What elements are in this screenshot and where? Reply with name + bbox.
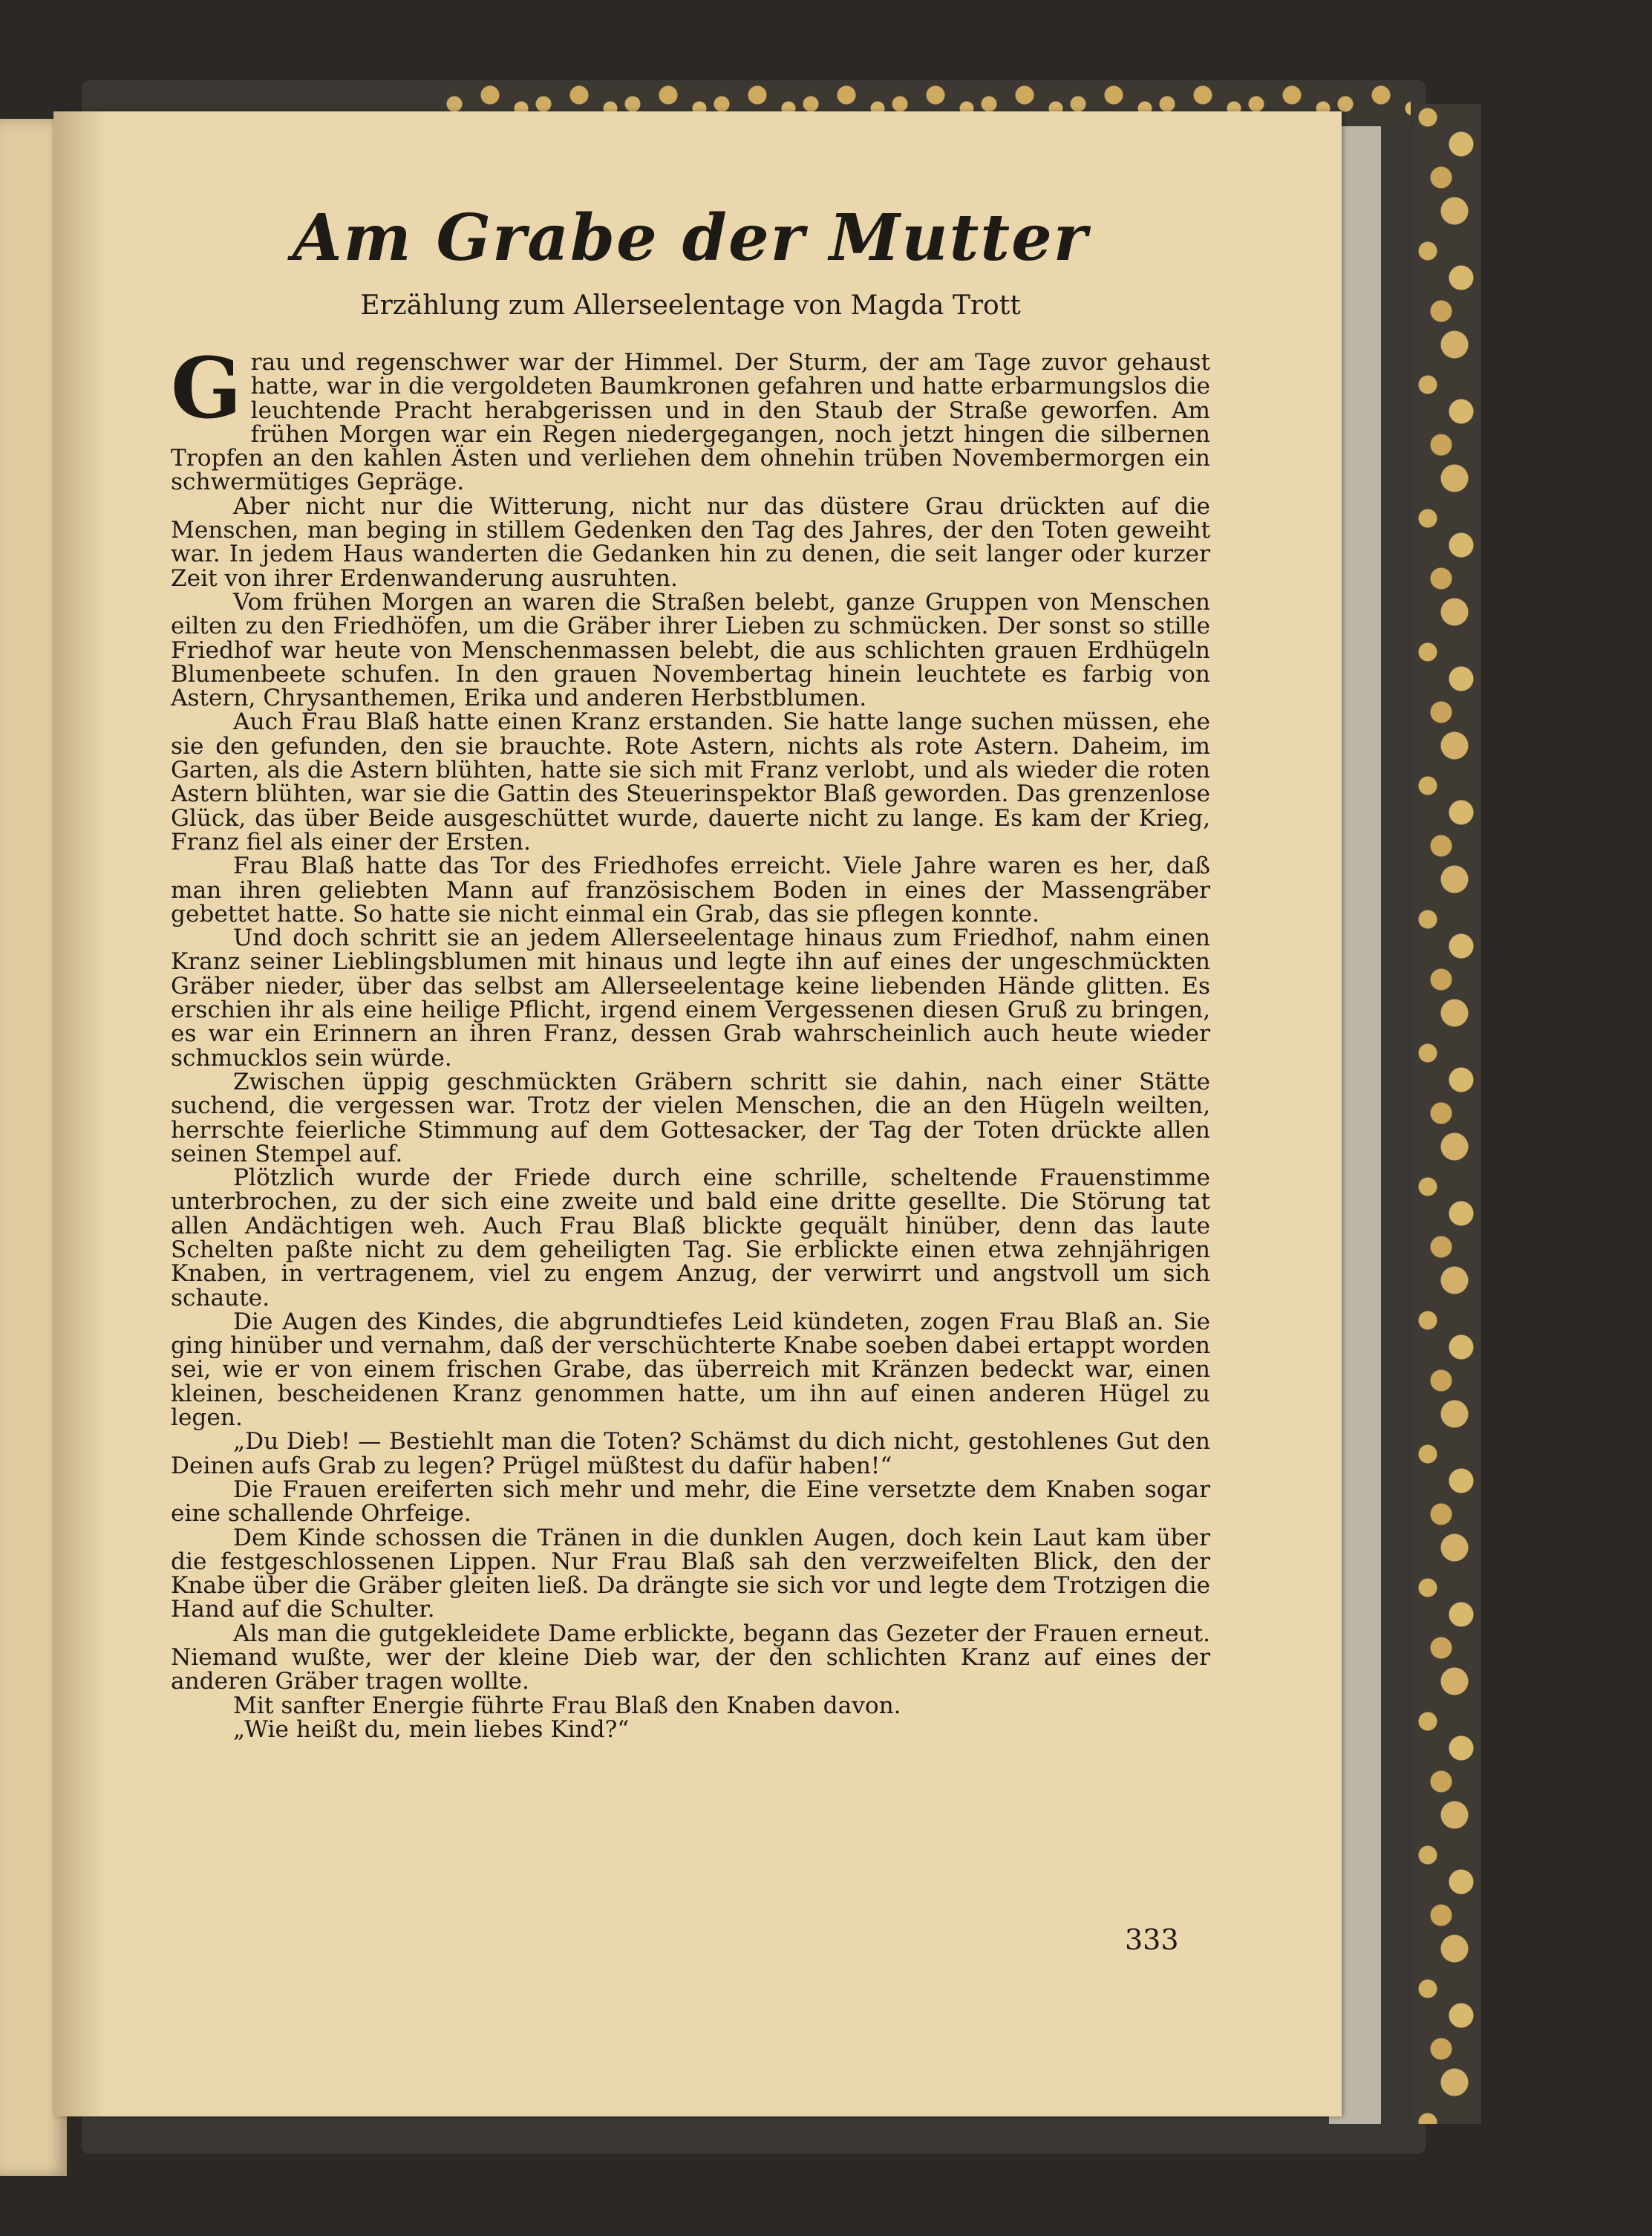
article-body <box>171 340 1210 1743</box>
article-title: Am Grabe der Mutter <box>292 201 1089 276</box>
drop-cap: G <box>171 340 242 437</box>
paragraph: Vom frühen Morgen an waren die Straßen belebt, ganze Gruppen von Menschen eilten zu den Friedhöfen, um die Gräber ihrer Lieben zu schmücken. Der sonst so stille Friedhof war heute von Menschenmassen belebt, die aus schlichten grauen Erdhügeln Blumenbeete schufen. In den grauen Novembertag hinein leuchtete es farbig von Astern, Chrysanthemen, Erika und anderen Herbstblumen. <box>171 588 1210 712</box>
paragraph: „Wie heißt du, mein liebes Kind?“ <box>233 1715 630 1743</box>
paragraph: Die Augen des Kindes, die abgrundtiefes Leid kündeten, zogen Frau Blaß an. Sie ging hinüber und vernahm, daß der verschüchterte Knabe soeben dabei ertappt worden sei, wie er von einem frischen Grabe, das überreich mit Kränzen bedeckt war, einen kleinen, bescheidenen Kranz genommen hatte, um ihn auf einen anderen Hügel zu legen. <box>171 1308 1210 1432</box>
marbled-board-side <box>1414 104 1481 2124</box>
article-subtitle: Erzählung zum Allerseelentage von Magda Trott <box>360 290 1021 321</box>
article <box>171 201 1210 1741</box>
paragraph: Frau Blaß hatte das Tor des Friedhofes erreicht. Viele Jahre waren es her, daß man ihren geliebten Mann auf französischem Boden in eines der Massengräber gebettet hatte. So hatte sie nicht einmal ein Grab, das sie pflegen konnte. <box>171 853 1210 928</box>
paragraph: Zwischen üppig geschmückten Gräbern schritt sie dahin, nach einer Stätte suchend, die vergessen war. Trotz der vielen Menschen, die an den Hügeln weilten, herrschte feierliche Stimmung auf dem Gottesacker, der Tag der Toten drückte allen seinen Stempel auf. <box>171 1068 1210 1167</box>
paragraph: Als man die gutgekleidete Dame erblickte, begann das Gezeter der Frauen erneut. Niemand wußte, wer der kleine Dieb war, der den schlichten Kranz auf eines der anderen Gräber tragen wollte. <box>171 1620 1210 1695</box>
paragraph: Auch Frau Blaß hatte einen Kranz erstanden. Sie hatte lange suchen müssen, ehe sie den gefunden, den sie brauchte. Rote Astern, nichts als rote Astern. Daheim, im Garten, als die Astern blühten, hatte sie sich mit Franz verlobt, und als wieder die roten Astern blühten, war sie die Gattin des Steuerinspektor Blaß geworden. Das grenzenlose Glück, das über Beide ausgeschüttet wurde, dauerte nicht zu lange. Es kam der Krieg, Franz fiel als einer der Ersten. <box>171 708 1210 855</box>
paragraph-1-text: rau und regenschwer war der Himmel. Der Sturm, der am Tage zuvor gehaust hatte, war in die vergoldeten Baumkronen gefahren und hatte erbarmungslos die leuchtende Pracht herabgerissen und in den Staub der Straße geworfen. Am frühen Morgen war ein Regen niedergegangen, noch jetzt hingen die silbernen Tropfen an den kahlen Ästen und verliehen dem ohnehin trüben Novembermorgen ein schwermütiges Gepräge. <box>171 349 1210 496</box>
paragraph: Plötzlich wurde der Friede durch eine schrille, scheltende Frauenstimme unterbrochen, zu der sich eine zweite und bald eine dritte gesellte. Die Störung tat allen Andächtigen weh. Auch Frau Blaß blickte gequält hinüber, denn das laute Schelten paßte nicht zu dem geheiligten Tag. Sie erblickte einen etwa zehnjährigen Knaben, in vertragenem, viel zu engem Anzug, der verwirrt und angstvoll um sich schaute. <box>171 1164 1210 1311</box>
spine-shadow <box>53 111 105 2116</box>
paragraph: Dem Kinde schossen die Tränen in die dunklen Augen, doch kein Laut kam über die festgeschlossenen Lippen. Nur Frau Blaß sah den verzweifelten Blick, den der Knabe über die Gräber gleiten ließ. Da drängte sie sich vor und legte dem Trotzigen die Hand auf die Schulter. <box>171 1524 1210 1623</box>
paragraph: „Du Dieb! — Bestiehlt man die Toten? Schämst du dich nicht, gestohlenes Gut den Deinen aufs Grab zu legen? Prügel müßtest du dafür haben!“ <box>171 1428 1210 1479</box>
paragraph-1 <box>171 340 1210 496</box>
paragraph: Mit sanfter Energie führte Frau Blaß den Knaben davon. <box>233 1692 901 1719</box>
paragraph: Aber nicht nur die Witterung, nicht nur das düstere Grau drückten auf die Menschen, man beging in stillem Gedenken den Tag des Jahres, der den Toten geweiht war. In jedem Haus wanderten die Gedanken hin zu denen, die seit langer oder kurzer Zeit von ihrer Erdenwanderung ausruhten. <box>171 492 1210 592</box>
page-number: 333 <box>1125 1923 1179 1956</box>
paragraph: Die Frauen ereiferten sich mehr und mehr, die Eine versetzte dem Knaben sogar eine schallende Ohrfeige. <box>171 1476 1210 1528</box>
paragraph: Und doch schritt sie an jedem Allerseelentage hinaus zum Friedhof, nahm einen Kranz seiner Lieblingsblumen mit hinaus und legte ihn auf eines der ungeschmückten Gräber nieder, über das selbst am Allerseelentage keine liebenden Hände glitten. Es erschien ihr als eine heilige Pflicht, irgend einem Vergessenen diesen Gruß zu bringen, es war ein Erinnern an ihren Franz, dessen Grab wahrscheinlich auch heute wieder schmucklos sein würde. <box>171 925 1210 1072</box>
